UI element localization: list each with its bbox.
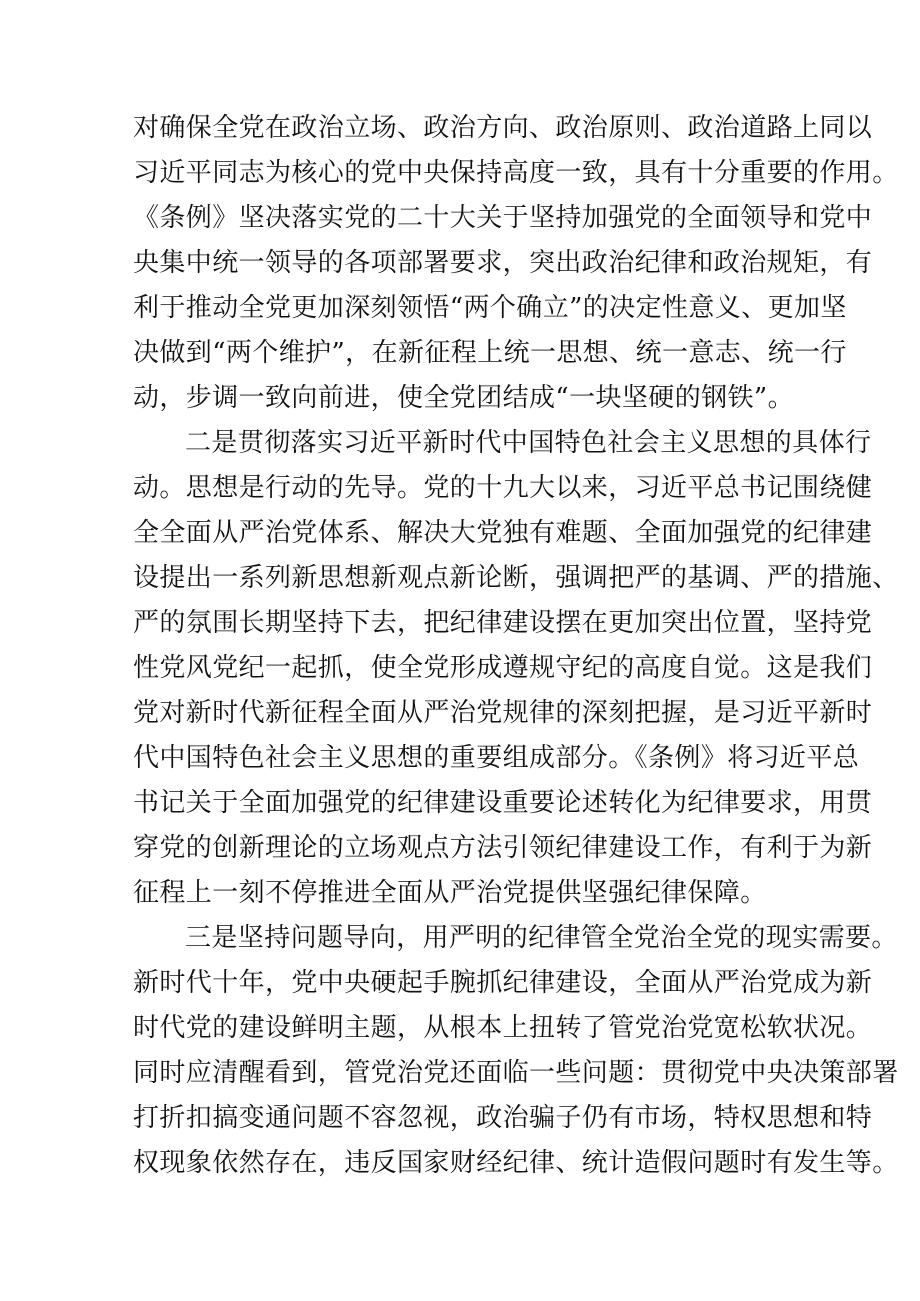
paragraph-2-line-5: 严的氛围长期坚持下去，把纪律建设摆在更加突出位置，坚持党: [133, 608, 873, 638]
paragraph-2-line-10: 穿党的创新理论的立场观点方法引领纪律建设工作，有利于为新: [133, 833, 873, 863]
paragraph-2-line-2: 动。思想是行动的先导。党的十九大以来，习近平总书记围绕健: [133, 473, 873, 503]
paragraph-1-line-2: 习近平同志为核心的党中央保持高度一致，具有十分重要的作用。: [133, 158, 899, 188]
paragraph-3-line-1: 三是坚持问题导向，用严明的纪律管全党治全党的现实需要。: [185, 923, 898, 953]
paragraph-3-line-6: 权现象依然存在，违反国家财经纪律、统计造假问题时有发生等。: [133, 1148, 899, 1178]
paragraph-1-line-3: 《条例》坚决落实党的二十大关于坚持加强党的全面领导和党中: [133, 203, 873, 233]
paragraph-2-line-8: 代中国特色社会主义思想的重要组成部分。《条例》将习近平总: [133, 743, 860, 773]
paragraph-2-line-11: 征程上一刻不停推进全面从严治党提供坚强纪律保障。: [133, 878, 767, 908]
paragraph-1-line-6: 决做到“两个维护”，在新征程上统一思想、统一意志、统一行: [133, 338, 847, 368]
paragraph-3-line-5: 打折扣搞变通问题不容忽视，政治骗子仍有市场，特权思想和特: [133, 1103, 873, 1133]
paragraph-2-line-1: 二是贯彻落实习近平新时代中国特色社会主义思想的具体行: [185, 428, 872, 458]
paragraph-1-line-1: 对确保全党在政治立场、政治方向、政治原则、政治道路上同以: [133, 113, 873, 143]
paragraph-2-line-3: 全全面从严治党体系、解决大党独有难题、全面加强党的纪律建: [133, 518, 873, 548]
paragraph-3-line-4: 同时应清醒看到，管党治党还面临一些问题：贯彻党中央决策部署: [133, 1058, 899, 1088]
paragraph-2-line-9: 书记关于全面加强党的纪律建设重要论述转化为纪律要求，用贯: [133, 788, 873, 818]
paragraph-1-line-5: 利于推动全党更加深刻领悟“两个确立”的决定性意义、更加坚: [133, 293, 847, 323]
paragraph-1-line-4: 央集中统一领导的各项部署要求，突出政治纪律和政治规矩，有: [133, 248, 873, 278]
paragraph-2-line-7: 党对新时代新征程全面从严治党规律的深刻把握，是习近平新时: [133, 698, 873, 728]
paragraph-1-line-7: 动，步调一致向前进，使全党团结成“一块坚硬的钢铁”。: [133, 383, 794, 413]
paragraph-3-line-2: 新时代十年，党中央硬起手腕抓纪律建设，全面从严治党成为新: [133, 968, 873, 998]
document-body: [133, 106, 899, 1186]
paragraph-3-line-3: 时代党的建设鲜明主题，从根本上扭转了管党治党宽松软状况。: [133, 1013, 873, 1043]
paragraph-2-line-4: 设提出一系列新思想新观点新论断，强调把严的基调、严的措施、: [133, 563, 899, 593]
paragraph-2-line-6: 性党风党纪一起抓，使全党形成遵规守纪的高度自觉。这是我们: [133, 653, 873, 683]
